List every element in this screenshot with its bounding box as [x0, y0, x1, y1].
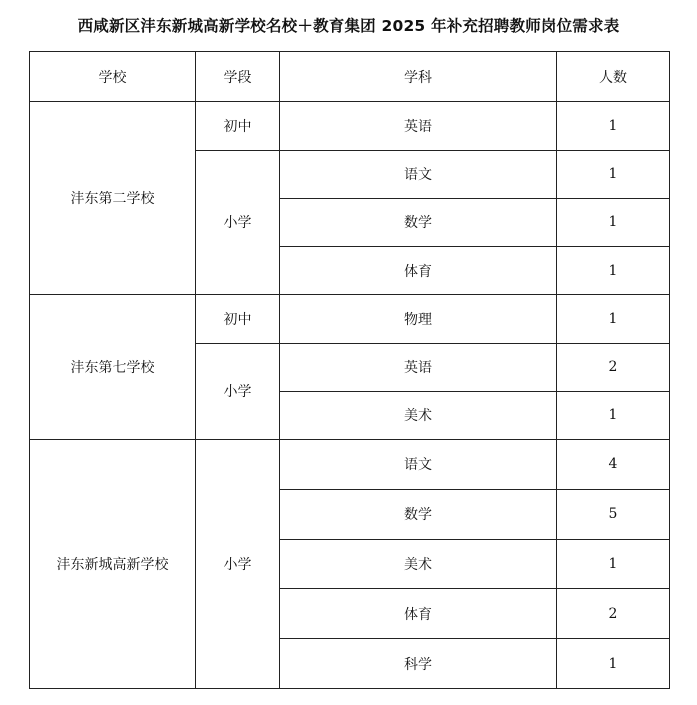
subject-cell: 语文: [280, 150, 557, 198]
count-cell: 1: [557, 391, 670, 439]
table-row: [30, 102, 670, 150]
table-header-row: [30, 52, 670, 102]
count-cell: 1: [557, 247, 670, 295]
subject-cell: 英语: [280, 343, 557, 391]
subject-cell: 英语: [280, 102, 557, 150]
subject-cell: 数学: [280, 198, 557, 246]
header-stage: 学段: [196, 52, 280, 102]
count-cell: 2: [557, 343, 670, 391]
table-row: [30, 295, 670, 343]
count-cell: 1: [557, 295, 670, 343]
header-school: 学校: [30, 52, 196, 102]
subject-cell: 美术: [280, 391, 557, 439]
count-cell: 1: [557, 539, 670, 589]
stage-name: 初中: [196, 295, 280, 343]
subject-cell: 语文: [280, 440, 557, 490]
subject-cell: 数学: [280, 489, 557, 539]
count-cell: 2: [557, 589, 670, 639]
document-title: 西咸新区沣东新城高新学校名校＋教育集团 2025 年补充招聘教师岗位需求表: [77, 17, 620, 35]
subject-cell: 体育: [280, 247, 557, 295]
school-name: 沣东第二学校: [30, 102, 196, 295]
subject-cell: 科学: [280, 639, 557, 689]
stage-name: 小学: [196, 343, 280, 440]
count-cell: 1: [557, 102, 670, 150]
count-cell: 1: [557, 150, 670, 198]
subject-cell: 体育: [280, 589, 557, 639]
recruitment-table: [29, 51, 670, 689]
count-cell: 1: [557, 639, 670, 689]
stage-name: 小学: [196, 440, 280, 689]
table-row: [30, 440, 670, 490]
subject-cell: 物理: [280, 295, 557, 343]
count-cell: 5: [557, 489, 670, 539]
subject-cell: 美术: [280, 539, 557, 589]
header-count: 人数: [557, 52, 670, 102]
stage-name: 初中: [196, 102, 280, 150]
header-subject: 学科: [280, 52, 557, 102]
school-name: 沣东第七学校: [30, 295, 196, 440]
stage-name: 小学: [196, 150, 280, 295]
school-name: 沣东新城高新学校: [30, 440, 196, 689]
count-cell: 1: [557, 198, 670, 246]
count-cell: 4: [557, 440, 670, 490]
